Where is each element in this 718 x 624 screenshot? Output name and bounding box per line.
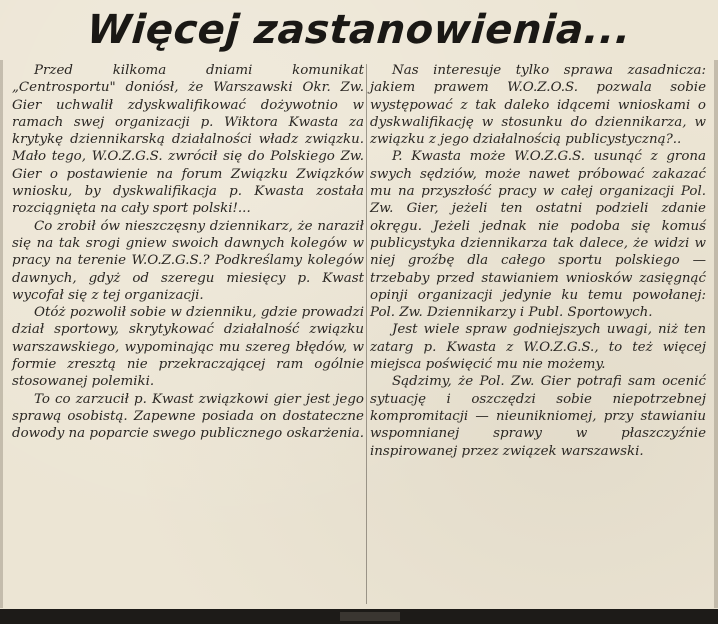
paragraph: To co zarzucił p. Kwast związkowi gier jest jego sprawą osobistą. Zapewne posiada on dostateczne dowody na poparcie swego publicznego oskarżenia. [12, 391, 365, 442]
bottom-rule-mark [340, 612, 400, 621]
paragraph: Co zrobił ów nieszczęsny dziennikarz, że naraził się na tak srogi gniew swoich dawnych kolegów w pracy na terenie W.O.Z.G.S.? Podkreślamy kolegów dawnych, gdyż od szeregu miesięcy p. Kwast wycofał się z tej organizacji. [12, 218, 364, 303]
article-headline: Więcej zastanowienia... [85, 7, 633, 53]
paragraph: Nas interesuje tylko sprawa zasadnicza: jakiem prawem W.O.Z.O.S. pozwala sobie występować z tak daleko idącemi wnioskami o dyskwalifikację w stosunku do dziennikarza, w związku z jego działalnością publicystyczną?.. [370, 63, 706, 148]
page-edge-left [0, 60, 3, 608]
paragraph: Jest wiele spraw godniejszych uwagi, niż ten zatarg p. Kwasta z W.O.Z.G.S., to też więcej miejsca poświęcić mu nie możemy. [370, 322, 706, 373]
paragraph: Sądzimy, że Pol. Zw. Gier potrafi sam ocenić sytuację i oszczędzi sobie niepotrzebnej kompromitacji — nieunikniomej, przy stawianiu wspomnianej sprawy w płaszczyźnie inspirowanej przez związek warszawski. [370, 374, 706, 459]
article-column-right [370, 62, 706, 460]
page-edge-right [714, 60, 718, 608]
paragraph: Otóż pozwolił sobie w dzienniku, gdzie prowadzi dział sportowy, skrytykować działalność związku warszawskiego, wypominając mu szereg błędów, w formie zresztą nie przekraczającej ram ogólnie stosowanej polemiki. [12, 305, 364, 390]
article-column-left [12, 62, 364, 443]
paragraph: Przed kilkoma dniami komunikat „Centrosportu" doniósł, że Warszawski Okr. Zw. Gier uchwalił zdyskwalifikować dożywotnio w ramach swej organizacji p. Wiktora Kwasta za krytykę dziennikarską działalności władz związku. Mało tego, W.O.Z.G.S. zwrócił się do Polskiego Zw. Gier o postawienie na forum Związku Związków wniosku, by dyskwalifikacja p. Kwasta została rozciągnięta na cały sport polski!... [12, 63, 364, 217]
bottom-rule [0, 609, 718, 624]
paragraph: P. Kwasta może W.O.Z.G.S. usunąć z grona swych sędziów, może nawet próbować zakazać mu na przyszłość pracy w całej organizacji Pol. Zw. Gier, jeżeli ten ostatni podzieli zdanie okręgu. Jeżeli jednak nie podoba się komuś publicystyka dziennikarza tak dalece, że widzi w niej groźbę dla całego sportu polskiego — trzebaby przed stawianiem wniosków zasięgnąć opinji organizacji jedynie ku temu powołanej: Pol. Zw. Dziennikarzy i Publ. Sportowych. [370, 149, 706, 321]
column-divider [366, 64, 367, 604]
